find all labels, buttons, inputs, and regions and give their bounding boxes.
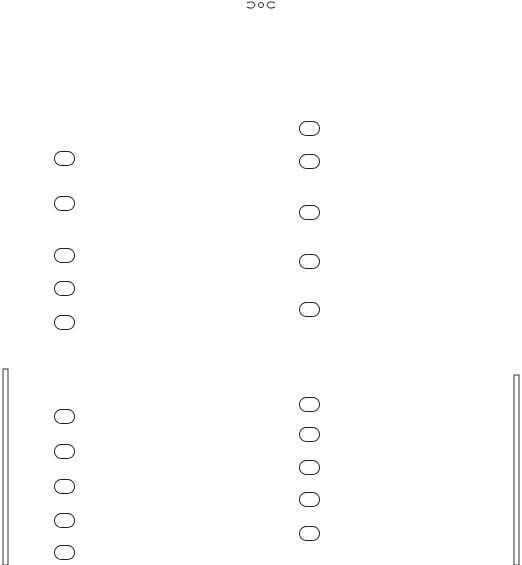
option-19a[interactable] xyxy=(299,122,509,136)
option-letter xyxy=(54,444,75,459)
option-letter xyxy=(54,545,75,560)
option-17e[interactable] xyxy=(54,316,266,330)
option-18a[interactable] xyxy=(54,410,266,424)
option-17b[interactable] xyxy=(54,197,266,211)
option-18c[interactable] xyxy=(54,480,266,494)
option-20d[interactable] xyxy=(299,493,509,507)
option-letter xyxy=(54,151,75,166)
option-19c[interactable] xyxy=(299,206,509,220)
option-letter xyxy=(299,492,320,507)
option-18e[interactable] xyxy=(54,546,266,560)
question-line xyxy=(61,14,259,27)
option-17a[interactable] xyxy=(54,152,266,166)
option-letter xyxy=(299,427,320,442)
option-letter xyxy=(299,205,320,220)
question-text xyxy=(61,14,259,27)
option-letter xyxy=(299,254,320,269)
option-letter xyxy=(54,281,75,296)
option-20c[interactable] xyxy=(299,461,509,475)
option-20b[interactable] xyxy=(299,428,509,442)
option-letter xyxy=(54,479,75,494)
option-19e[interactable] xyxy=(299,303,509,317)
option-letter xyxy=(54,315,75,330)
option-letter xyxy=(299,526,320,541)
option-letter xyxy=(54,196,75,211)
option-letter xyxy=(299,302,320,317)
option-20a[interactable] xyxy=(299,398,509,412)
option-letter xyxy=(54,513,75,528)
option-letter xyxy=(54,248,75,263)
option-letter xyxy=(299,154,320,169)
option-letter xyxy=(299,460,320,475)
option-17c[interactable] xyxy=(54,249,266,263)
option-19d[interactable] xyxy=(299,255,509,269)
ornament-icon xyxy=(247,2,275,8)
option-letter xyxy=(299,397,320,412)
option-letter xyxy=(54,409,75,424)
option-19b[interactable] xyxy=(299,155,509,169)
option-18b[interactable] xyxy=(54,445,266,459)
option-17d[interactable] xyxy=(54,282,266,296)
option-letter xyxy=(299,121,320,136)
option-18d[interactable] xyxy=(54,514,266,528)
option-20e[interactable] xyxy=(299,527,509,541)
question-text xyxy=(306,14,504,27)
